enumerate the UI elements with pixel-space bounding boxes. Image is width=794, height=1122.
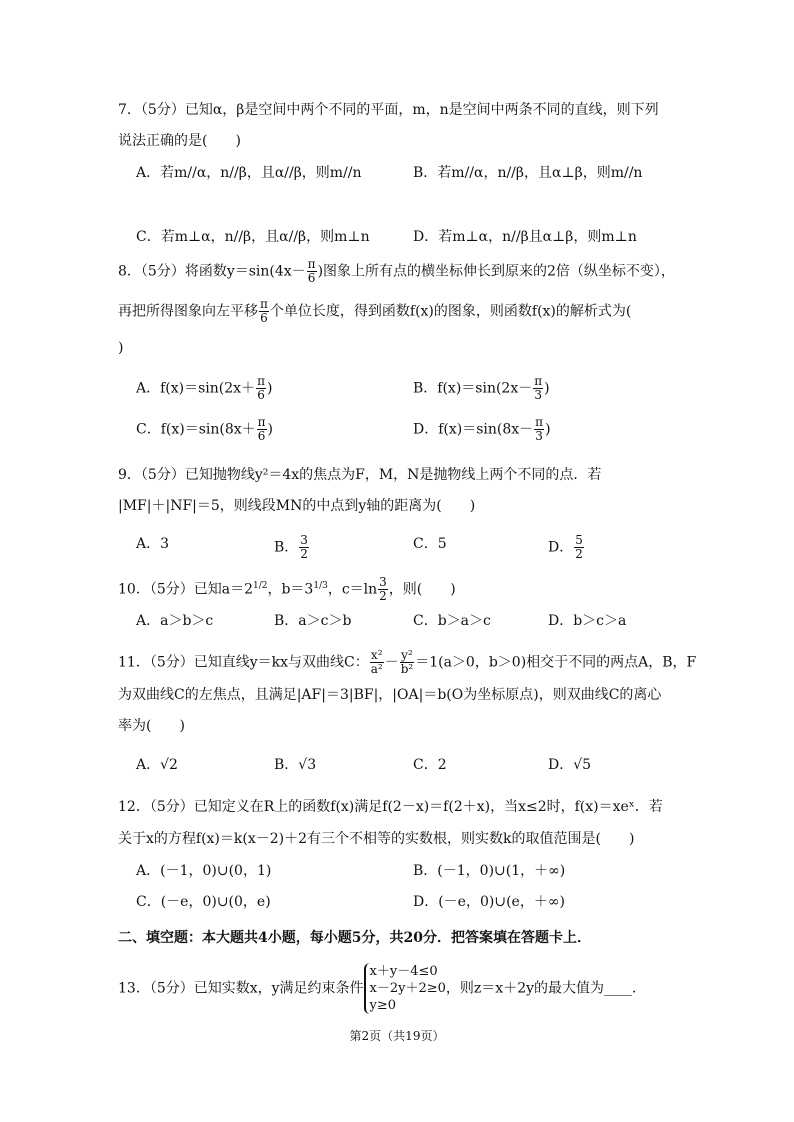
frac-den: 2 <box>379 589 387 604</box>
frac-den: 6 <box>260 311 268 325</box>
option-close: ) <box>545 421 551 438</box>
q7-stem-line1: 7．（5分）已知α，β是空间中两个不同的平面，m，n是空间中两条不同的直线，则下列 <box>118 102 659 118</box>
q10-frac <box>378 576 388 603</box>
option-close: ) <box>544 380 550 397</box>
frac-den: 3 <box>534 388 542 402</box>
q7-option-d: D．若m⊥α，n//β且α⊥β，则m⊥n <box>413 229 637 245</box>
q13-stem <box>118 963 646 1014</box>
frac-den: 6 <box>307 271 316 285</box>
q10-text-a: 10．（5分）已知a＝2 <box>118 581 253 598</box>
frac-den: 6 <box>257 388 265 402</box>
q9-option-b <box>274 534 310 561</box>
frac-num: π <box>307 257 316 271</box>
q9-option-d <box>548 534 585 561</box>
q10-stem <box>118 576 456 603</box>
q11-stem-line2: 为双曲线C的左焦点，且满足|AF|＝3|BF|，|OA|＝b(O为坐标原点)，则双曲线C的离心 <box>118 687 662 703</box>
q11-text-b: ＝1(a＞0，b＞0)相交于不同的两点A，B，F <box>415 654 697 671</box>
q9-option-c: C．5 <box>413 536 447 552</box>
option-close: ) <box>267 421 274 438</box>
frac-num: x² <box>370 648 383 662</box>
q11-option-d: D．√5 <box>548 757 592 773</box>
frac-den: 2 <box>575 547 583 561</box>
q7-stem-line2: 说法正确的是( ) <box>118 133 241 149</box>
q13-text-lead: 13．（5分）已知实数x，y满足约束条件 <box>118 980 364 997</box>
q10-exp-1: 1/2 <box>252 581 268 591</box>
q10-option-b: B．a＞c＞b <box>274 613 352 629</box>
option-frac <box>533 375 543 402</box>
q11-frac-x <box>370 649 384 676</box>
frac-num: 3 <box>300 533 308 547</box>
q10-option-c: C．b＞a＞c <box>413 613 491 629</box>
option-frac <box>256 375 266 402</box>
q8-stem-line1 <box>118 258 675 285</box>
q12-option-c: C．(－e，0)∪(0，e) <box>136 894 271 910</box>
frac-num: y² <box>401 648 413 662</box>
q8-stem-line3: ) <box>118 340 124 356</box>
q13-constraint-3: y≥0 <box>369 998 397 1013</box>
q11-option-a: A．√2 <box>136 757 178 773</box>
q13-text-tail: ，则z＝x＋2y的最大值为____． <box>445 980 647 997</box>
frac-den: 2 <box>300 547 308 561</box>
q11-option-b: B．√3 <box>274 757 317 773</box>
option-text: D．f(x)＝sin(8x－ <box>413 421 534 438</box>
q7-option-b: B．若m//α，n//β，且α⊥β，则m//n <box>413 165 643 181</box>
frac-num: π <box>257 374 265 388</box>
q7-option-a: A．若m//α，n//β，且α//β，则m//n <box>136 165 362 181</box>
option-text: B．f(x)＝sin(2x－ <box>413 380 533 397</box>
frac-num: 5 <box>575 533 583 547</box>
q10-exp-2: 1/3 <box>313 581 328 591</box>
option-text: A．f(x)＝sin(2x＋ <box>136 380 256 397</box>
q11-stem-line3: 率为( ) <box>118 718 185 734</box>
option-frac <box>534 416 544 443</box>
frac-den: 3 <box>535 429 543 443</box>
frac-den: a² <box>370 662 383 676</box>
q10-option-d: D．b＞c＞a <box>548 613 627 629</box>
q10-text-mid: ，b＝3 <box>267 581 314 598</box>
frac-num: π <box>535 415 544 429</box>
q12-stem-line1: 12．（5分）已知定义在R上的函数f(x)满足f(2－x)＝f(2＋x)，当x≤2时，f(x)＝xeˣ．若 <box>118 799 663 815</box>
q8-frac-pi6 <box>307 258 317 285</box>
option-text: D． <box>548 539 574 556</box>
q8-option-b <box>413 375 550 402</box>
q9-stem-line2: |MF|＋|NF|＝5，则线段MN的中点到y轴的距离为( ) <box>118 498 476 514</box>
q12-option-a: A．(－1，0)∪(0，1) <box>136 863 272 879</box>
option-text: B． <box>274 539 299 556</box>
q8-option-c <box>136 416 273 443</box>
q11-minus: － <box>384 654 399 671</box>
q8-stem-line2 <box>118 298 631 325</box>
q12-option-b: B．(－1，0)∪(1，＋∞) <box>413 863 566 879</box>
page-footer: 第2页（共19页） <box>349 1029 445 1043</box>
q10-option-a: A．a＞b＞c <box>136 613 214 629</box>
option-text: C．f(x)＝sin(8x＋ <box>136 421 256 438</box>
q13-constraint-1: x＋y－4≤0 <box>369 964 438 979</box>
option-frac <box>299 534 309 561</box>
frac-num: π <box>534 374 543 388</box>
frac-num: 3 <box>379 575 387 590</box>
q13-constraint-2: x－2y＋2≥0 <box>369 981 446 996</box>
q11-frac-y <box>400 649 415 676</box>
q8-text-a: 8．（5分）将函数y＝sin(4x－ <box>118 263 306 280</box>
q12-stem-line2: 关于x的方程f(x)＝k(x－2)＋2有三个不相等的实数根，则实数k的取值范围是( ) <box>118 831 635 847</box>
q11-text-a: 11．（5分）已知直线y＝kx与双曲线C： <box>118 654 369 671</box>
option-frac <box>257 416 267 443</box>
q10-text-b: ，c＝ln <box>327 581 378 598</box>
q8-frac-pi6-shift <box>259 298 269 325</box>
q11-stem-line1 <box>118 649 696 676</box>
frac-den: 6 <box>257 429 266 443</box>
q8-text-b: )图象上所有点的横坐标伸长到原来的2倍（纵坐标不变）， <box>317 263 675 280</box>
option-frac <box>574 534 584 561</box>
q9-stem-line1: 9．（5分）已知抛物线y²＝4x的焦点为F，M，N是抛物线上两个不同的点．若 <box>118 467 602 483</box>
q11-option-c: C．2 <box>413 757 447 773</box>
frac-num: π <box>260 297 268 311</box>
q8-option-a <box>136 375 272 402</box>
q7-option-c: C．若m⊥α，n//β，且α//β，则m⊥n <box>136 229 370 245</box>
q8-option-d <box>413 416 551 443</box>
q9-option-a: A．3 <box>136 536 170 552</box>
q8-text-d: 个单位长度，得到函数f(x)的图象，则函数f(x)的解析式为( <box>269 303 632 320</box>
section-heading-fill-in: 二、填空题：本大题共4小题，每小题5分，共20分．把答案填在答题卡上． <box>118 930 591 946</box>
q10-text-c: ，则( ) <box>388 581 456 598</box>
option-close: ) <box>266 380 273 397</box>
q8-text-c: 再把所得图象向左平移 <box>118 303 258 320</box>
q13-constraint-system <box>364 963 446 1014</box>
q12-option-d: D．(－e，0)∪(e，＋∞) <box>413 894 565 910</box>
frac-num: π <box>257 415 266 429</box>
frac-den: b² <box>400 662 414 676</box>
